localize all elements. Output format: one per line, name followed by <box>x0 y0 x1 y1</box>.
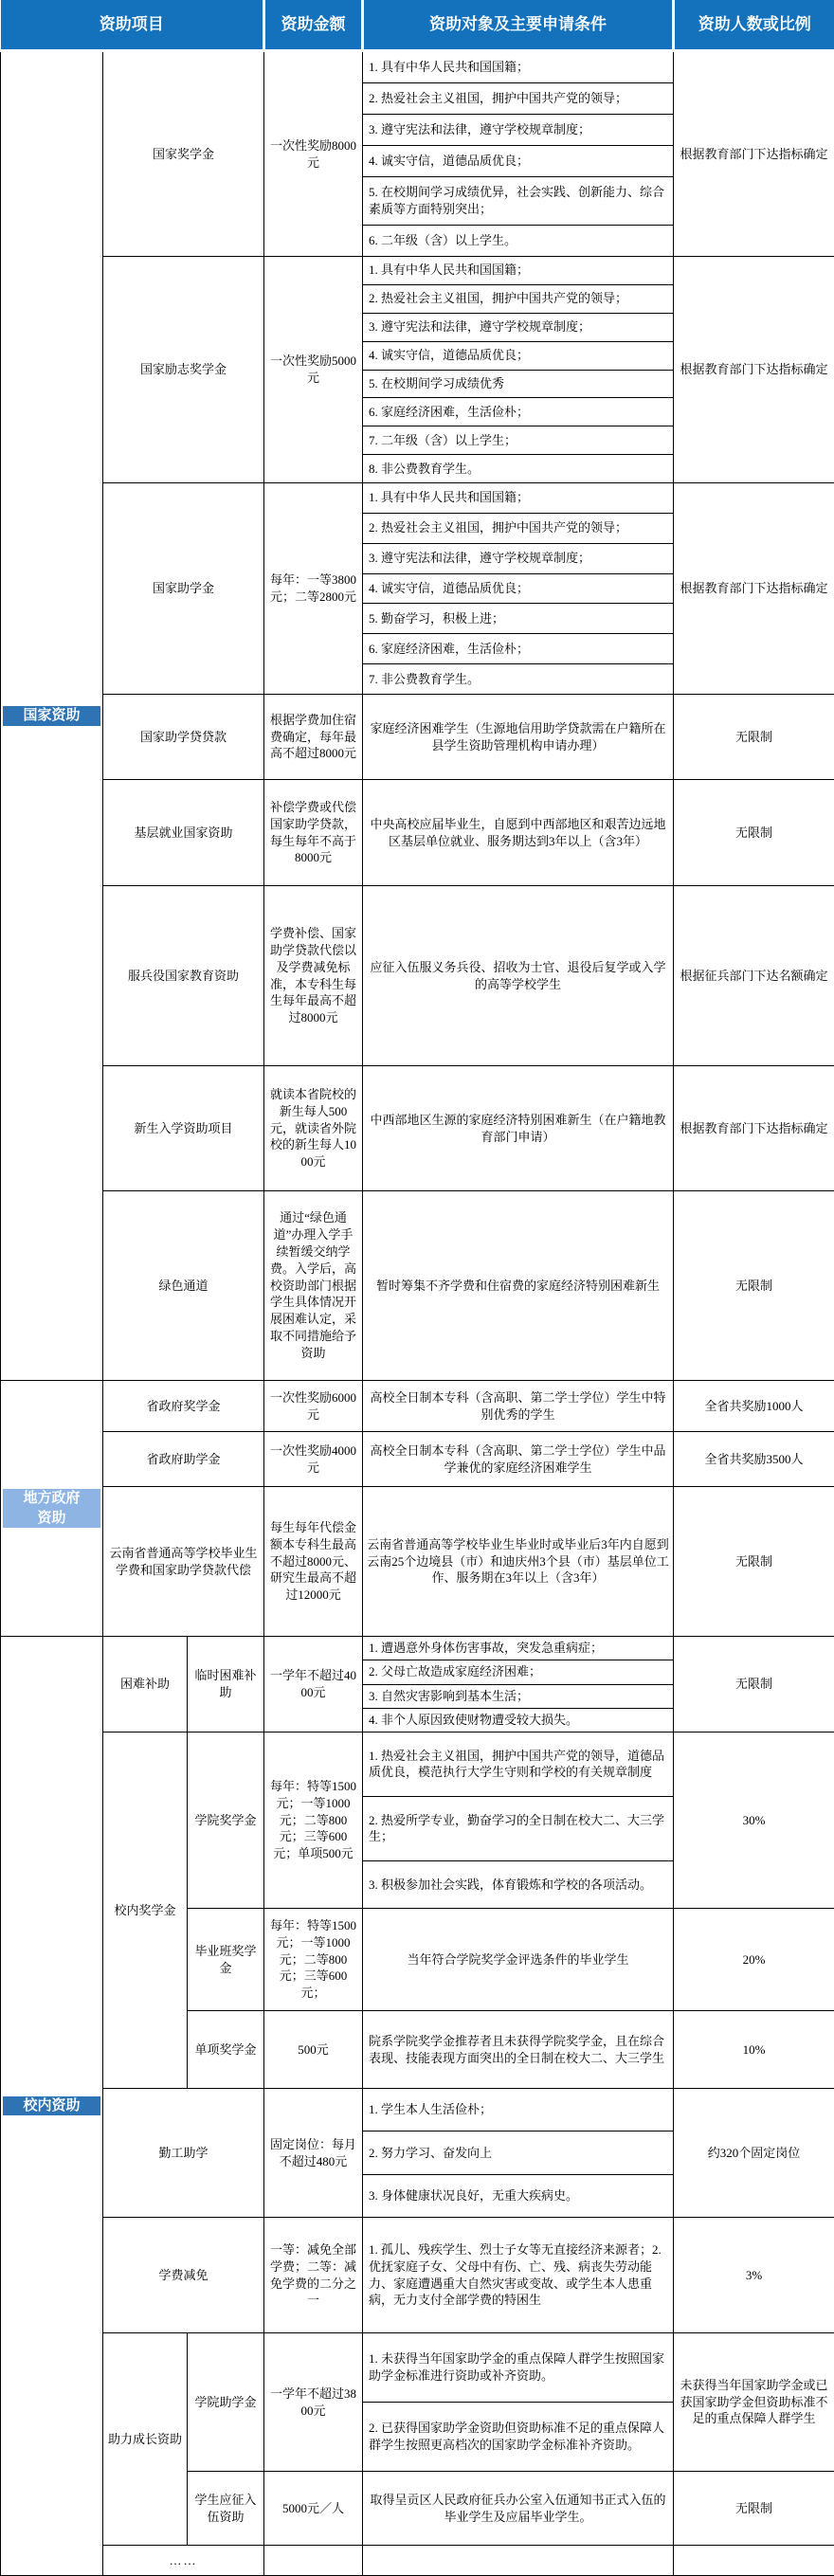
amount-cell: 一次性奖励6000元 <box>264 1381 363 1432</box>
table-row <box>1 2218 834 2333</box>
table-row <box>1 1066 834 1191</box>
table-row <box>1 257 834 483</box>
project-name: 勤工助学 <box>103 2089 264 2218</box>
condition-item: 6. 家庭经济困难，生活俭朴； <box>363 633 673 663</box>
project-group-name: 校内奖学金 <box>103 1732 188 2089</box>
amount-cell: 通过“绿色通道”办理入学手续暂缓交纳学费。入学后，高校资助部门根据学生具体情况开展困难认定，采取不同措施给予资助 <box>264 1191 363 1381</box>
quota-cell: 10% <box>674 2011 834 2089</box>
condition-item: 6. 家庭经济困难，生活俭朴； <box>363 397 673 426</box>
table-row <box>1 483 834 695</box>
quota-cell: 无限制 <box>674 695 834 780</box>
conditions-cell <box>363 51 674 257</box>
amount-cell: 每年：特等1500元；一等1000元；二等800元；三等600元； <box>264 1909 363 2011</box>
project-subname: 学院奖学金 <box>188 1732 264 1909</box>
condition-item: 4. 诚实守信，道德品质优良； <box>363 145 673 176</box>
condition-item: 1. 热爱社会主义祖国，拥护中国共产党的领导，道德品质优良，模范执行大学生守则和学校的有关规章制度 <box>363 1732 673 1796</box>
section-label-campus <box>1 1637 103 2576</box>
section-label-provincial <box>1 1381 103 1637</box>
quota-cell: 约320个固定岗位 <box>674 2089 834 2218</box>
quota-cell: 根据教育部门下达指标确定 <box>674 257 834 483</box>
quota-cell: 全省共奖励1000人 <box>674 1381 834 1432</box>
condition-item: 1. 遭遇意外身体伤害事故，突发急重病症； <box>363 1637 673 1660</box>
target-cell: 云南省普通高等学校毕业生毕业时或毕业后3年内自愿到云南25个边境县（市）和迪庆州3个县（市）基层单位工作、服务期在3年以上（含3年） <box>363 1487 674 1637</box>
condition-item: 3. 身体健康状况良好，无重大疾病史。 <box>363 2174 673 2217</box>
project-subname: 毕业班奖学金 <box>188 1909 264 2011</box>
project-name: 国家助学金 <box>103 483 264 695</box>
condition-item: 4. 非个人原因致使财物遭受较大损失。 <box>363 1708 673 1732</box>
amount-cell: 学费补偿、国家助学贷款代偿以及学费减免标准，本专科生每生每年最高不超过8000元 <box>264 886 363 1066</box>
conditions-cell <box>363 257 674 483</box>
condition-item: 5. 在校期间学习成绩优异，社会实践、创新能力、综合素质等方面特别突出； <box>363 176 673 225</box>
table-row <box>1 1191 834 1381</box>
condition-item: 2. 热爱社会主义祖国，拥护中国共产党的领导； <box>363 82 673 114</box>
header-project: 资助项目 <box>1 0 264 51</box>
quota-cell: 3% <box>674 2218 834 2333</box>
quota-cell: 无限制 <box>674 1637 834 1732</box>
condition-item: 1. 学生本人生活俭朴； <box>363 2089 673 2131</box>
condition-item: 3. 遵守宪法和法律，遵守学校规章制度； <box>363 114 673 145</box>
project-subname: 临时困难补助 <box>188 1637 264 1732</box>
quota-cell: 无限制 <box>674 1191 834 1381</box>
project-name: 国家助学贷贷款 <box>103 695 264 780</box>
condition-item: 2. 热爱所学专业，勤奋学习的全日制在校大二、大三学生； <box>363 1796 673 1860</box>
section-label-text: 校内资助 <box>23 2096 80 2116</box>
conditions-cell <box>363 2089 674 2218</box>
amount-cell: 固定岗位：每月不超过480元 <box>264 2089 363 2218</box>
project-name: 绿色通道 <box>103 1191 264 1381</box>
target-cell: 院系学院奖学金推荐者且未获得学院奖学金，且在综合表现、技能表现方面突出的全日制在校大二、大三学生 <box>363 2011 674 2089</box>
condition-item: 2. 父母亡故造成家庭经济困难； <box>363 1660 673 1683</box>
project-subname: 学生应征入伍资助 <box>188 2472 264 2546</box>
header-amount: 资助金额 <box>264 0 363 51</box>
conditions-cell <box>363 1637 674 1732</box>
conditions-cell <box>363 483 674 695</box>
condition-item: 1. 具有中华人民共和国国籍； <box>363 52 673 82</box>
header-target: 资助对象及主要申请条件 <box>363 0 674 51</box>
amount-cell: 一次性奖励4000元 <box>264 1432 363 1487</box>
table-row <box>1 1432 834 1487</box>
table-row <box>1 780 834 886</box>
condition-item: 2. 热爱社会主义祖国，拥护中国共产党的领导； <box>363 513 673 543</box>
conditions-cell <box>363 2333 674 2472</box>
project-name: 基层就业国家资助 <box>103 780 264 886</box>
target-cell: 1. 孤儿、残疾学生、烈士子女等无直接经济来源者；2. 优抚家庭子女、父母中有伤、亡、残、病丧失劳动能力、家庭遭遇重大自然灾害或变故、或学生本人患重病，无力支付全部学费的特困生 <box>363 2218 674 2333</box>
condition-item: 1. 具有中华人民共和国国籍； <box>363 257 673 284</box>
condition-item: 5. 勤奋学习，积极上进； <box>363 603 673 633</box>
project-name: 学费减免 <box>103 2218 264 2333</box>
ellipsis-cell: …… <box>103 2546 264 2576</box>
quota-cell-empty <box>674 2546 834 2576</box>
condition-item: 3. 遵守宪法和法律，遵守学校规章制度； <box>363 543 673 573</box>
condition-item: 1. 未获得当年国家助学金的重点保障人群学生按照国家助学金标准进行资助或补齐资助。 <box>363 2333 673 2402</box>
condition-item: 6. 二年级（含）以上学生。 <box>363 225 673 256</box>
target-cell: 高校全日制本专科（含高职、第二学士学位）学生中品学兼优的家庭经济困难学生 <box>363 1432 674 1487</box>
condition-item: 7. 非公费教育学生。 <box>363 663 673 694</box>
project-name: 新生入学资助项目 <box>103 1066 264 1191</box>
project-name: 国家奖学金 <box>103 51 264 257</box>
section-label-national <box>1 51 103 1381</box>
section-label-text: 地方政府资助 <box>21 1489 83 1528</box>
target-cell: 家庭经济困难学生（生源地信用助学贷款需在户籍所在县学生资助管理机构申请办理） <box>363 695 674 780</box>
amount-cell: 就读本省院校的新生每人500元，就读省外院校的新生每人1000元 <box>264 1066 363 1191</box>
table-row <box>1 1487 834 1637</box>
quota-cell: 全省共奖励3500人 <box>674 1432 834 1487</box>
target-cell: 当年符合学院奖学金评选条件的毕业学生 <box>363 1909 674 2011</box>
amount-cell: 每年：特等1500元；一等1000元；二等800元；三等600元；单项500元 <box>264 1732 363 1909</box>
table-row <box>1 2333 834 2472</box>
condition-item: 1. 具有中华人民共和国国籍； <box>363 483 673 513</box>
amount-cell: 每年：一等3800元；二等2800元 <box>264 483 363 695</box>
project-name: 服兵役国家教育资助 <box>103 886 264 1066</box>
section-label-text: 国家资助 <box>23 706 80 726</box>
project-subname: 学院助学金 <box>188 2333 264 2472</box>
table-row <box>1 1381 834 1432</box>
condition-item: 2. 已获得国家助学金资助但资助标准不足的重点保障人群学生按照更高档次的国家助学金标准补齐资助。 <box>363 2402 673 2471</box>
target-cell: 高校全日制本专科（含高职、第二学士学位）学生中特别优秀的学生 <box>363 1381 674 1432</box>
table-row <box>1 695 834 780</box>
conditions-cell <box>363 1732 674 1909</box>
amount-cell: 5000元／人 <box>264 2472 363 2546</box>
table-row <box>1 1732 834 1909</box>
amount-cell: 一次性奖励5000元 <box>264 257 363 483</box>
project-name: 困难补助 <box>103 1637 188 1732</box>
target-cell: 中央高校应届毕业生，自愿到中西部地区和艰苦边远地区基层单位就业、服务期达到3年以上（含3年） <box>363 780 674 886</box>
target-cell-empty <box>363 2546 674 2576</box>
target-cell: 取得呈贡区人民政府征兵办公室入伍通知书正式入伍的毕业学生及应届毕业学生。 <box>363 2472 674 2546</box>
target-cell: 暂时筹集不齐学费和住宿费的家庭经济特别困难新生 <box>363 1191 674 1381</box>
project-name: 省政府助学金 <box>103 1432 264 1487</box>
condition-item: 3. 遵守宪法和法律，遵守学校规章制度； <box>363 313 673 341</box>
quota-cell: 无限制 <box>674 2472 834 2546</box>
condition-item: 3. 积极参加社会实践，体育锻炼和学校的各项活动。 <box>363 1860 673 1908</box>
amount-cell: 每生每年代偿金额本专科生最高不超过8000元、研究生最高不超过12000元 <box>264 1487 363 1637</box>
table-row <box>1 51 834 257</box>
project-subname: 单项奖学金 <box>188 2011 264 2089</box>
project-name: 国家励志奖学金 <box>103 257 264 483</box>
header-quota: 资助人数或比例 <box>674 0 834 51</box>
quota-cell: 未获得当年国家助学金或已获国家助学金但资助标准不足的重点保障人群学生 <box>674 2333 834 2472</box>
amount-cell: 补偿学费或代偿国家助学贷款，每生每年不高于8000元 <box>264 780 363 886</box>
condition-item: 4. 诚实守信，道德品质优良； <box>363 341 673 370</box>
quota-cell: 根据教育部门下达指标确定 <box>674 51 834 257</box>
quota-cell: 无限制 <box>674 780 834 886</box>
condition-item: 2. 努力学习、奋发向上 <box>363 2131 673 2173</box>
project-name: 云南省普通高等学校毕业生学费和国家助学贷款代偿 <box>103 1487 264 1637</box>
condition-item: 3. 自然灾害影响到基本生活； <box>363 1684 673 1708</box>
target-cell: 应征入伍服义务兵役、招收为士官、退役后复学或入学的高等学校学生 <box>363 886 674 1066</box>
condition-item: 2. 热爱社会主义祖国，拥护中国共产党的领导； <box>363 284 673 313</box>
table-row <box>1 886 834 1066</box>
amount-cell: 一次性奖励8000元 <box>264 51 363 257</box>
target-cell: 中西部地区生源的家庭经济特别困难新生（在户籍地教育部门申请） <box>363 1066 674 1191</box>
project-name: 省政府奖学金 <box>103 1381 264 1432</box>
amount-cell: 一等：减免全部学费；二等：减免学费的二分之一 <box>264 2218 363 2333</box>
quota-cell: 无限制 <box>674 1487 834 1637</box>
quota-cell: 根据教育部门下达指标确定 <box>674 1066 834 1191</box>
quota-cell: 20% <box>674 1909 834 2011</box>
condition-item: 5. 在校期间学习成绩优秀 <box>363 370 673 398</box>
quota-cell: 根据教育部门下达指标确定 <box>674 483 834 695</box>
amount-cell: 一学年不超过4000元 <box>264 1637 363 1732</box>
quota-cell: 根据征兵部门下达名额确定 <box>674 886 834 1066</box>
condition-item: 4. 诚实守信，道德品质优良； <box>363 573 673 604</box>
table-row <box>1 2089 834 2218</box>
quota-cell: 30% <box>674 1732 834 1909</box>
table-row <box>1 1637 834 1732</box>
amount-cell: 根据学费加住宿费确定，每年最高不超过8000元 <box>264 695 363 780</box>
amount-cell: 一学年不超过3800元 <box>264 2333 363 2472</box>
table-row-ellipsis <box>1 2546 834 2576</box>
amount-cell: 500元 <box>264 2011 363 2089</box>
condition-item: 7. 二年级（含）以上学生； <box>363 426 673 454</box>
project-group-name: 助力成长资助 <box>103 2333 188 2546</box>
table-header-row <box>1 0 834 51</box>
amount-cell-empty <box>264 2546 363 2576</box>
condition-item: 8. 非公费教育学生。 <box>363 454 673 482</box>
